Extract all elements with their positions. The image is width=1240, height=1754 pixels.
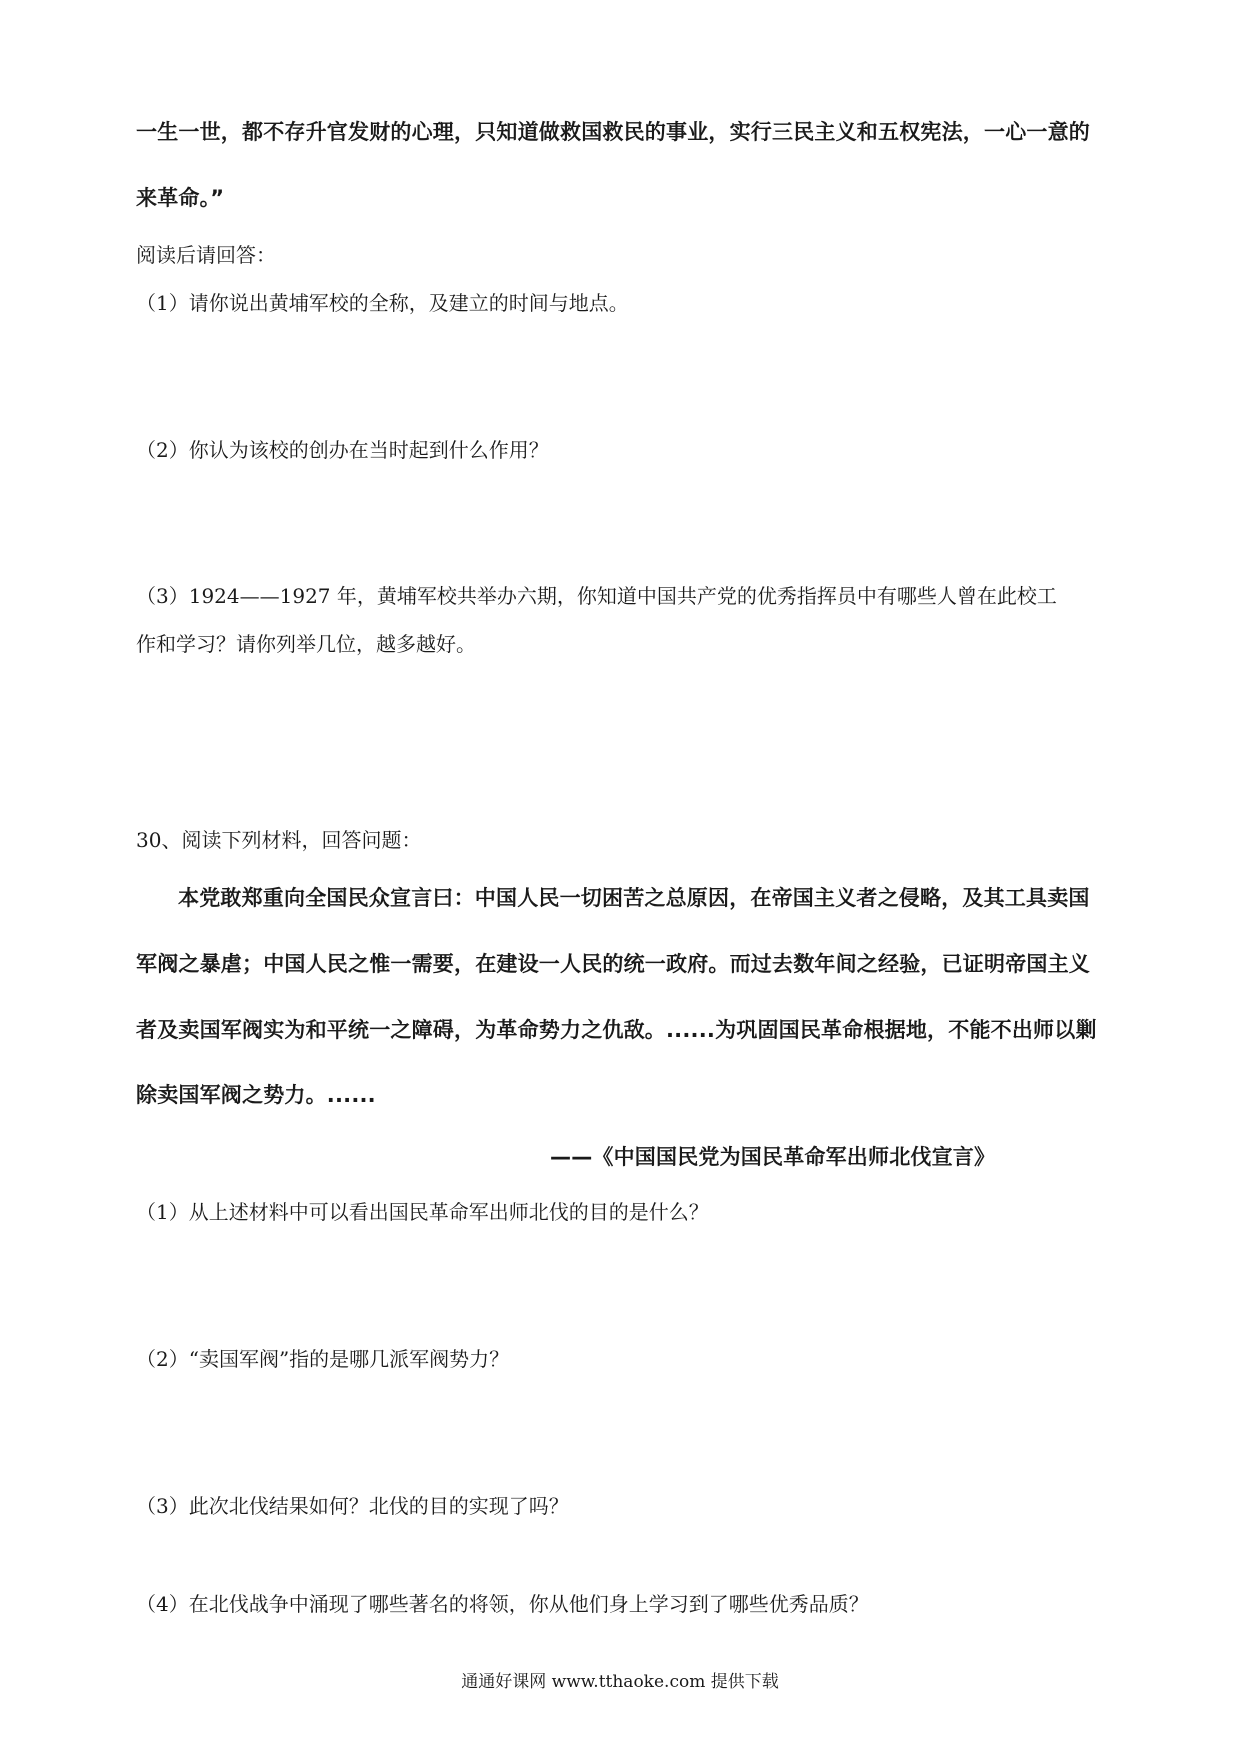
q30-material-line-3: 者及卖国军阀实为和平统一之障碍，为革命势力之仇敌。......为巩固国民革命根据地，不能不出师以剿 — [136, 1018, 1097, 1042]
q30-material-line-4: 除卖国军阀之势力。...... — [136, 1083, 376, 1107]
q30-question-1: （1）从上述材料中可以看出国民革命军出师北伐的目的是什么？ — [136, 1200, 709, 1224]
reading-prompt: 阅读后请回答： — [136, 243, 276, 267]
passage-line-1: 一生一世，都不存升官发财的心理，只知道做救国救民的事业，实行三民主义和五权宪法，一心一意的 — [136, 120, 1090, 144]
q30-question-3: （3）此次北伐结果如何？北伐的目的实现了吗？ — [136, 1494, 569, 1518]
q30-material-source: ——《中国国民党为国民革命军出师北伐宣言》 — [550, 1145, 996, 1169]
q30-question-2: （2）“卖国军阀”指的是哪几派军阀势力？ — [136, 1347, 510, 1371]
q29-question-2: （2）你认为该校的创办在当时起到什么作用？ — [136, 438, 549, 462]
q29-question-1: （1）请你说出黄埔军校的全称，及建立的时间与地点。 — [136, 291, 629, 315]
q30-question-4: （4）在北伐战争中涌现了哪些著名的将领，你从他们身上学习到了哪些优秀品质？ — [136, 1592, 869, 1616]
q29-question-3-line-1: （3）1924——1927 年，黄埔军校共举办六期，你知道中国共产党的优秀指挥员中有哪些人曾在此校工 — [136, 584, 1057, 608]
q30-heading: 30、阅读下列材料，回答问题： — [136, 828, 422, 852]
page-footer: 通通好课网 www.tthaoke.com 提供下载 — [461, 1672, 779, 1692]
q30-material-line-2: 军阀之暴虐；中国人民之惟一需要，在建设一人民的统一政府。而过去数年间之经验，已证明帝国主义 — [136, 952, 1090, 976]
passage-line-2: 来革命。” — [136, 186, 225, 210]
q29-question-3-line-2: 作和学习？请你列举几位，越多越好。 — [136, 632, 476, 656]
q30-material-line-1: 本党敢郑重向全国民众宣言曰：中国人民一切困苦之总原因，在帝国主义者之侵略，及其工具卖国 — [178, 886, 1090, 910]
